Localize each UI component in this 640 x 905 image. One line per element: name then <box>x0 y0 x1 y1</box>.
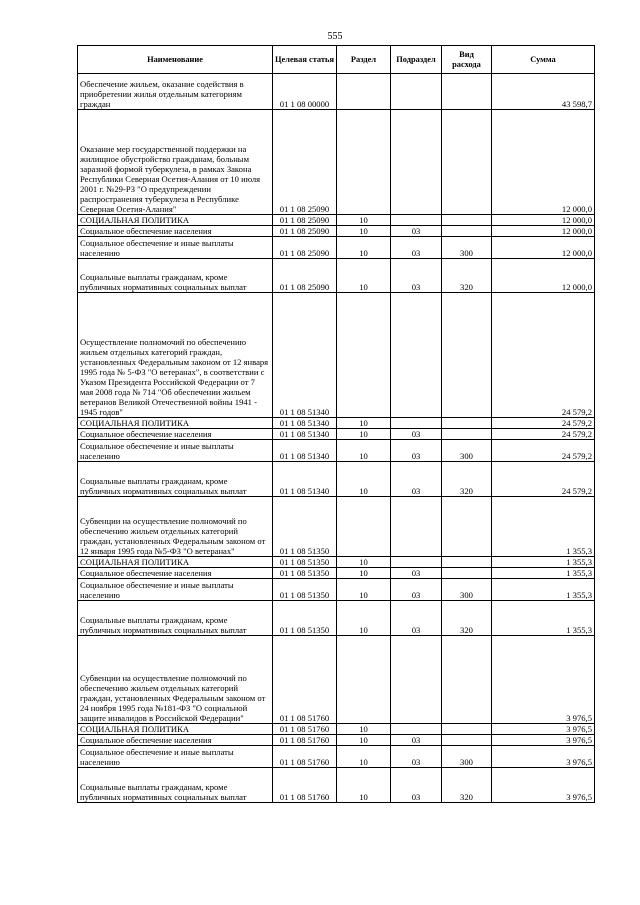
row-name: Социальное обеспечение населения <box>78 429 273 440</box>
table-row <box>78 579 595 601</box>
table-row <box>78 636 595 724</box>
row-name: Осуществление полномочий по обеспечению жильем отдельных категорий граждан, установленных Федеральным законом от 12 января 1995 года № 5-ФЗ "О ветеранах", в соответствии с Указом Президента Российской Федерации от 7 мая 2008 года № 714 "Об обеспечении жильем ветеранов Великой Отечественной войны 1941 - 1945 годов" <box>78 293 273 418</box>
row-section: 10 <box>337 568 391 579</box>
table-row <box>78 462 595 497</box>
row-section: 10 <box>337 259 391 293</box>
row-target: 01 1 08 51760 <box>273 735 337 746</box>
row-amount: 3 976,5 <box>492 746 595 768</box>
row-expense-type <box>442 293 492 418</box>
row-name: Социальное обеспечение и иные выплаты населению <box>78 579 273 601</box>
row-section: 10 <box>337 601 391 636</box>
row-expense-type <box>442 110 492 215</box>
row-target: 01 1 08 51340 <box>273 462 337 497</box>
row-expense-type <box>442 497 492 557</box>
table-row <box>78 237 595 259</box>
row-target: 01 1 08 51340 <box>273 429 337 440</box>
row-subsection <box>391 293 442 418</box>
table-row <box>78 735 595 746</box>
row-subsection <box>391 110 442 215</box>
table-row <box>78 293 595 418</box>
row-target: 01 1 08 51760 <box>273 746 337 768</box>
header-expense-type: Вид расхода <box>442 46 492 74</box>
row-amount: 12 000,0 <box>492 110 595 215</box>
row-target: 01 1 08 51760 <box>273 636 337 724</box>
row-name: Социальное обеспечение населения <box>78 568 273 579</box>
row-name: СОЦИАЛЬНАЯ ПОЛИТИКА <box>78 557 273 568</box>
row-amount: 3 976,5 <box>492 636 595 724</box>
row-name: Социальное обеспечение населения <box>78 735 273 746</box>
row-target: 01 1 08 51760 <box>273 768 337 803</box>
row-amount: 1 355,3 <box>492 557 595 568</box>
row-subsection <box>391 557 442 568</box>
row-name: Субвенции на осуществление полномочий по обеспечению жильем отдельных категорий граждан, установленных Федеральным законом от 24 ноября 1995 года №181-ФЗ "О социальной защите инвалидов в Российской Федерации" <box>78 636 273 724</box>
row-section <box>337 497 391 557</box>
row-amount: 3 976,5 <box>492 768 595 803</box>
row-target: 01 1 08 25090 <box>273 237 337 259</box>
row-section: 10 <box>337 215 391 226</box>
table-row <box>78 601 595 636</box>
row-section: 10 <box>337 429 391 440</box>
row-section: 10 <box>337 440 391 462</box>
row-target: 01 1 08 51340 <box>273 440 337 462</box>
row-name: СОЦИАЛЬНАЯ ПОЛИТИКА <box>78 418 273 429</box>
row-amount: 24 579,2 <box>492 293 595 418</box>
row-subsection <box>391 636 442 724</box>
row-subsection: 03 <box>391 735 442 746</box>
row-amount: 1 355,3 <box>492 568 595 579</box>
row-amount: 3 976,5 <box>492 724 595 735</box>
row-name: СОЦИАЛЬНАЯ ПОЛИТИКА <box>78 724 273 735</box>
row-amount: 12 000,0 <box>492 259 595 293</box>
table-row <box>78 568 595 579</box>
row-subsection: 03 <box>391 579 442 601</box>
row-subsection: 03 <box>391 768 442 803</box>
row-target: 01 1 08 25090 <box>273 226 337 237</box>
row-name: Социальное обеспечение населения <box>78 226 273 237</box>
row-section <box>337 110 391 215</box>
row-expense-type: 300 <box>442 237 492 259</box>
row-expense-type <box>442 418 492 429</box>
row-amount: 1 355,3 <box>492 601 595 636</box>
row-section: 10 <box>337 579 391 601</box>
header-target: Целевая статья <box>273 46 337 74</box>
row-amount: 12 000,0 <box>492 226 595 237</box>
row-target: 01 1 08 25090 <box>273 259 337 293</box>
row-section <box>337 636 391 724</box>
row-name: Социальные выплаты гражданам, кроме публичных нормативных социальных выплат <box>78 462 273 497</box>
row-expense-type: 320 <box>442 462 492 497</box>
row-section: 10 <box>337 237 391 259</box>
table-row <box>78 74 595 110</box>
table-row <box>78 418 595 429</box>
row-amount: 1 355,3 <box>492 497 595 557</box>
row-section: 10 <box>337 226 391 237</box>
row-subsection: 03 <box>391 462 442 497</box>
row-subsection <box>391 418 442 429</box>
table-row <box>78 259 595 293</box>
table-row <box>78 746 595 768</box>
header-subsection: Подраздел <box>391 46 442 74</box>
row-amount: 12 000,0 <box>492 215 595 226</box>
row-expense-type <box>442 215 492 226</box>
row-section: 10 <box>337 746 391 768</box>
row-target: 01 1 08 51340 <box>273 293 337 418</box>
row-name: Социальное обеспечение и иные выплаты населению <box>78 746 273 768</box>
row-expense-type: 300 <box>442 746 492 768</box>
row-target: 01 1 08 25090 <box>273 110 337 215</box>
row-expense-type <box>442 724 492 735</box>
row-subsection <box>391 497 442 557</box>
row-target: 01 1 08 51350 <box>273 497 337 557</box>
row-name: Субвенции на осуществление полномочий по обеспечению жильем отдельных категорий граждан, установленных Федеральным законом от 12 января 1995 года №5-ФЗ "О ветеранах" <box>78 497 273 557</box>
row-subsection: 03 <box>391 429 442 440</box>
table-row <box>78 497 595 557</box>
row-expense-type <box>442 429 492 440</box>
row-amount: 12 000,0 <box>492 237 595 259</box>
row-expense-type <box>442 568 492 579</box>
header-row <box>78 46 595 74</box>
row-subsection <box>391 724 442 735</box>
row-subsection: 03 <box>391 568 442 579</box>
row-expense-type: 320 <box>442 601 492 636</box>
row-amount: 24 579,2 <box>492 418 595 429</box>
row-expense-type <box>442 636 492 724</box>
row-subsection <box>391 74 442 110</box>
row-name: СОЦИАЛЬНАЯ ПОЛИТИКА <box>78 215 273 226</box>
row-name: Социальные выплаты гражданам, кроме публичных нормативных социальных выплат <box>78 768 273 803</box>
row-subsection <box>391 215 442 226</box>
row-name: Социальное обеспечение и иные выплаты населению <box>78 237 273 259</box>
row-target: 01 1 08 51760 <box>273 724 337 735</box>
row-subsection: 03 <box>391 440 442 462</box>
row-target: 01 1 08 00000 <box>273 74 337 110</box>
row-expense-type <box>442 557 492 568</box>
row-name: Оказание мер государственной поддержки на жилищное обустройство гражданам, больным заразной формой туберкулеза, в рамках Закона Республики Северная Осетия-Алания от 10 июля 2001 г. №29-РЗ "О предупреждении распространения туберкулеза в Республике Северная Осетия-Алания" <box>78 110 273 215</box>
row-amount: 24 579,2 <box>492 429 595 440</box>
row-section <box>337 293 391 418</box>
row-expense-type: 320 <box>442 259 492 293</box>
row-subsection: 03 <box>391 237 442 259</box>
row-target: 01 1 08 51350 <box>273 601 337 636</box>
row-target: 01 1 08 51350 <box>273 568 337 579</box>
table-row <box>78 557 595 568</box>
row-subsection: 03 <box>391 226 442 237</box>
row-section: 10 <box>337 462 391 497</box>
row-amount: 24 579,2 <box>492 462 595 497</box>
table-row <box>78 768 595 803</box>
row-expense-type: 320 <box>442 768 492 803</box>
row-section: 10 <box>337 735 391 746</box>
row-target: 01 1 08 51340 <box>273 418 337 429</box>
row-expense-type <box>442 226 492 237</box>
row-amount: 24 579,2 <box>492 440 595 462</box>
table-row <box>78 226 595 237</box>
row-expense-type: 300 <box>442 579 492 601</box>
table-row <box>78 440 595 462</box>
row-target: 01 1 08 51350 <box>273 557 337 568</box>
row-amount: 3 976,5 <box>492 735 595 746</box>
header-name: Наименование <box>78 46 273 74</box>
table-row <box>78 724 595 735</box>
row-section: 10 <box>337 557 391 568</box>
table-row <box>78 110 595 215</box>
row-name: Социальное обеспечение и иные выплаты населению <box>78 440 273 462</box>
row-amount: 1 355,3 <box>492 579 595 601</box>
header-amount: Сумма <box>492 46 595 74</box>
header-section: Раздел <box>337 46 391 74</box>
row-subsection: 03 <box>391 259 442 293</box>
row-target: 01 1 08 25090 <box>273 215 337 226</box>
row-expense-type: 300 <box>442 440 492 462</box>
row-amount: 43 598,7 <box>492 74 595 110</box>
budget-table <box>77 45 595 803</box>
row-section: 10 <box>337 724 391 735</box>
table-row <box>78 429 595 440</box>
row-subsection: 03 <box>391 601 442 636</box>
row-expense-type <box>442 735 492 746</box>
row-section <box>337 74 391 110</box>
table-body <box>78 74 595 803</box>
row-subsection: 03 <box>391 746 442 768</box>
row-section: 10 <box>337 418 391 429</box>
row-name: Социальные выплаты гражданам, кроме публичных нормативных социальных выплат <box>78 259 273 293</box>
row-name: Обеспечение жильем, оказание содействия в приобретении жилья отдельным категориям граждан <box>78 74 273 110</box>
row-expense-type <box>442 74 492 110</box>
table-row <box>78 215 595 226</box>
row-section: 10 <box>337 768 391 803</box>
row-name: Социальные выплаты гражданам, кроме публичных нормативных социальных выплат <box>78 601 273 636</box>
page-number: 555 <box>327 31 343 42</box>
row-target: 01 1 08 51350 <box>273 579 337 601</box>
